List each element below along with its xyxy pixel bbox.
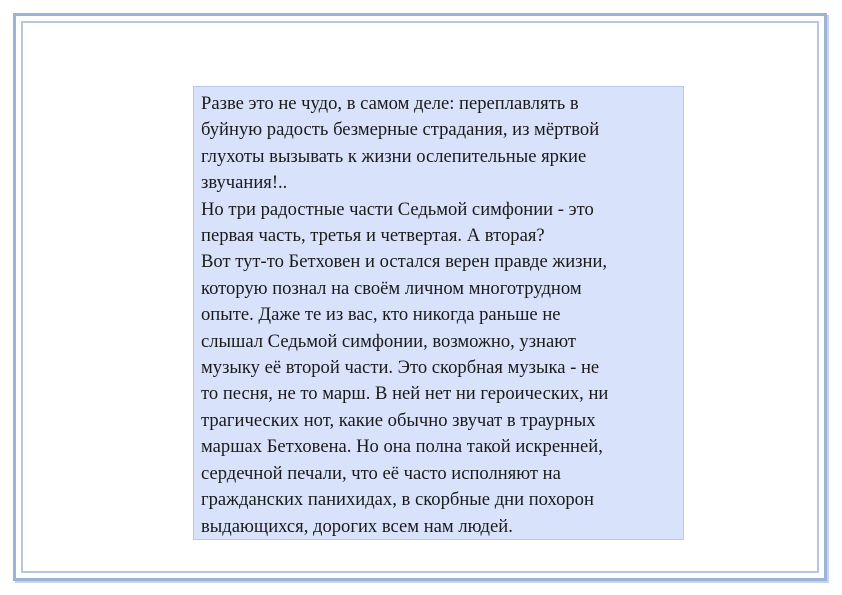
- text-line: выдающихся, дорогих всем нам людей.: [201, 515, 513, 537]
- text-line: буйную радость безмерные страдания, из мёртвой: [201, 119, 600, 141]
- text-line: Разве это не чудо, в самом деле: переплавлять в: [201, 93, 579, 114]
- text-line: первая часть, третья и четвертая. А вторая?: [201, 225, 545, 247]
- text-line: Но три радостные части Седьмой симфонии - это: [201, 198, 594, 220]
- text-line: маршах Бетховена. Но она полна такой искренней,: [201, 436, 603, 458]
- text-box[interactable]: [193, 86, 684, 540]
- text-line: музыку её второй части. Это скорбная музыка - не: [201, 357, 600, 379]
- text-line: глухоты вызывать к жизни ослепительные яркие: [201, 145, 587, 167]
- text-line: которую познал на своём личном многотрудном: [201, 277, 582, 299]
- text-line: слышал Седьмой симфонии, возможно, узнают: [201, 330, 577, 352]
- text-line: звучания!..: [201, 172, 288, 194]
- text-line: сердечной печали, что её часто исполняют на: [201, 462, 561, 484]
- text-line: Вот тут-то Бетховен и остался верен правде жизни,: [201, 251, 608, 273]
- text-line: гражданских панихидах, в скорбные дни похорон: [201, 489, 594, 511]
- text-line: опыте. Даже те из вас, кто никогда раньше не: [201, 304, 561, 326]
- text-line: трагических нот, какие обычно звучат в траурных: [201, 409, 596, 431]
- text-line: то песня, не то марш. В ней нет ни героических, ни: [201, 383, 609, 405]
